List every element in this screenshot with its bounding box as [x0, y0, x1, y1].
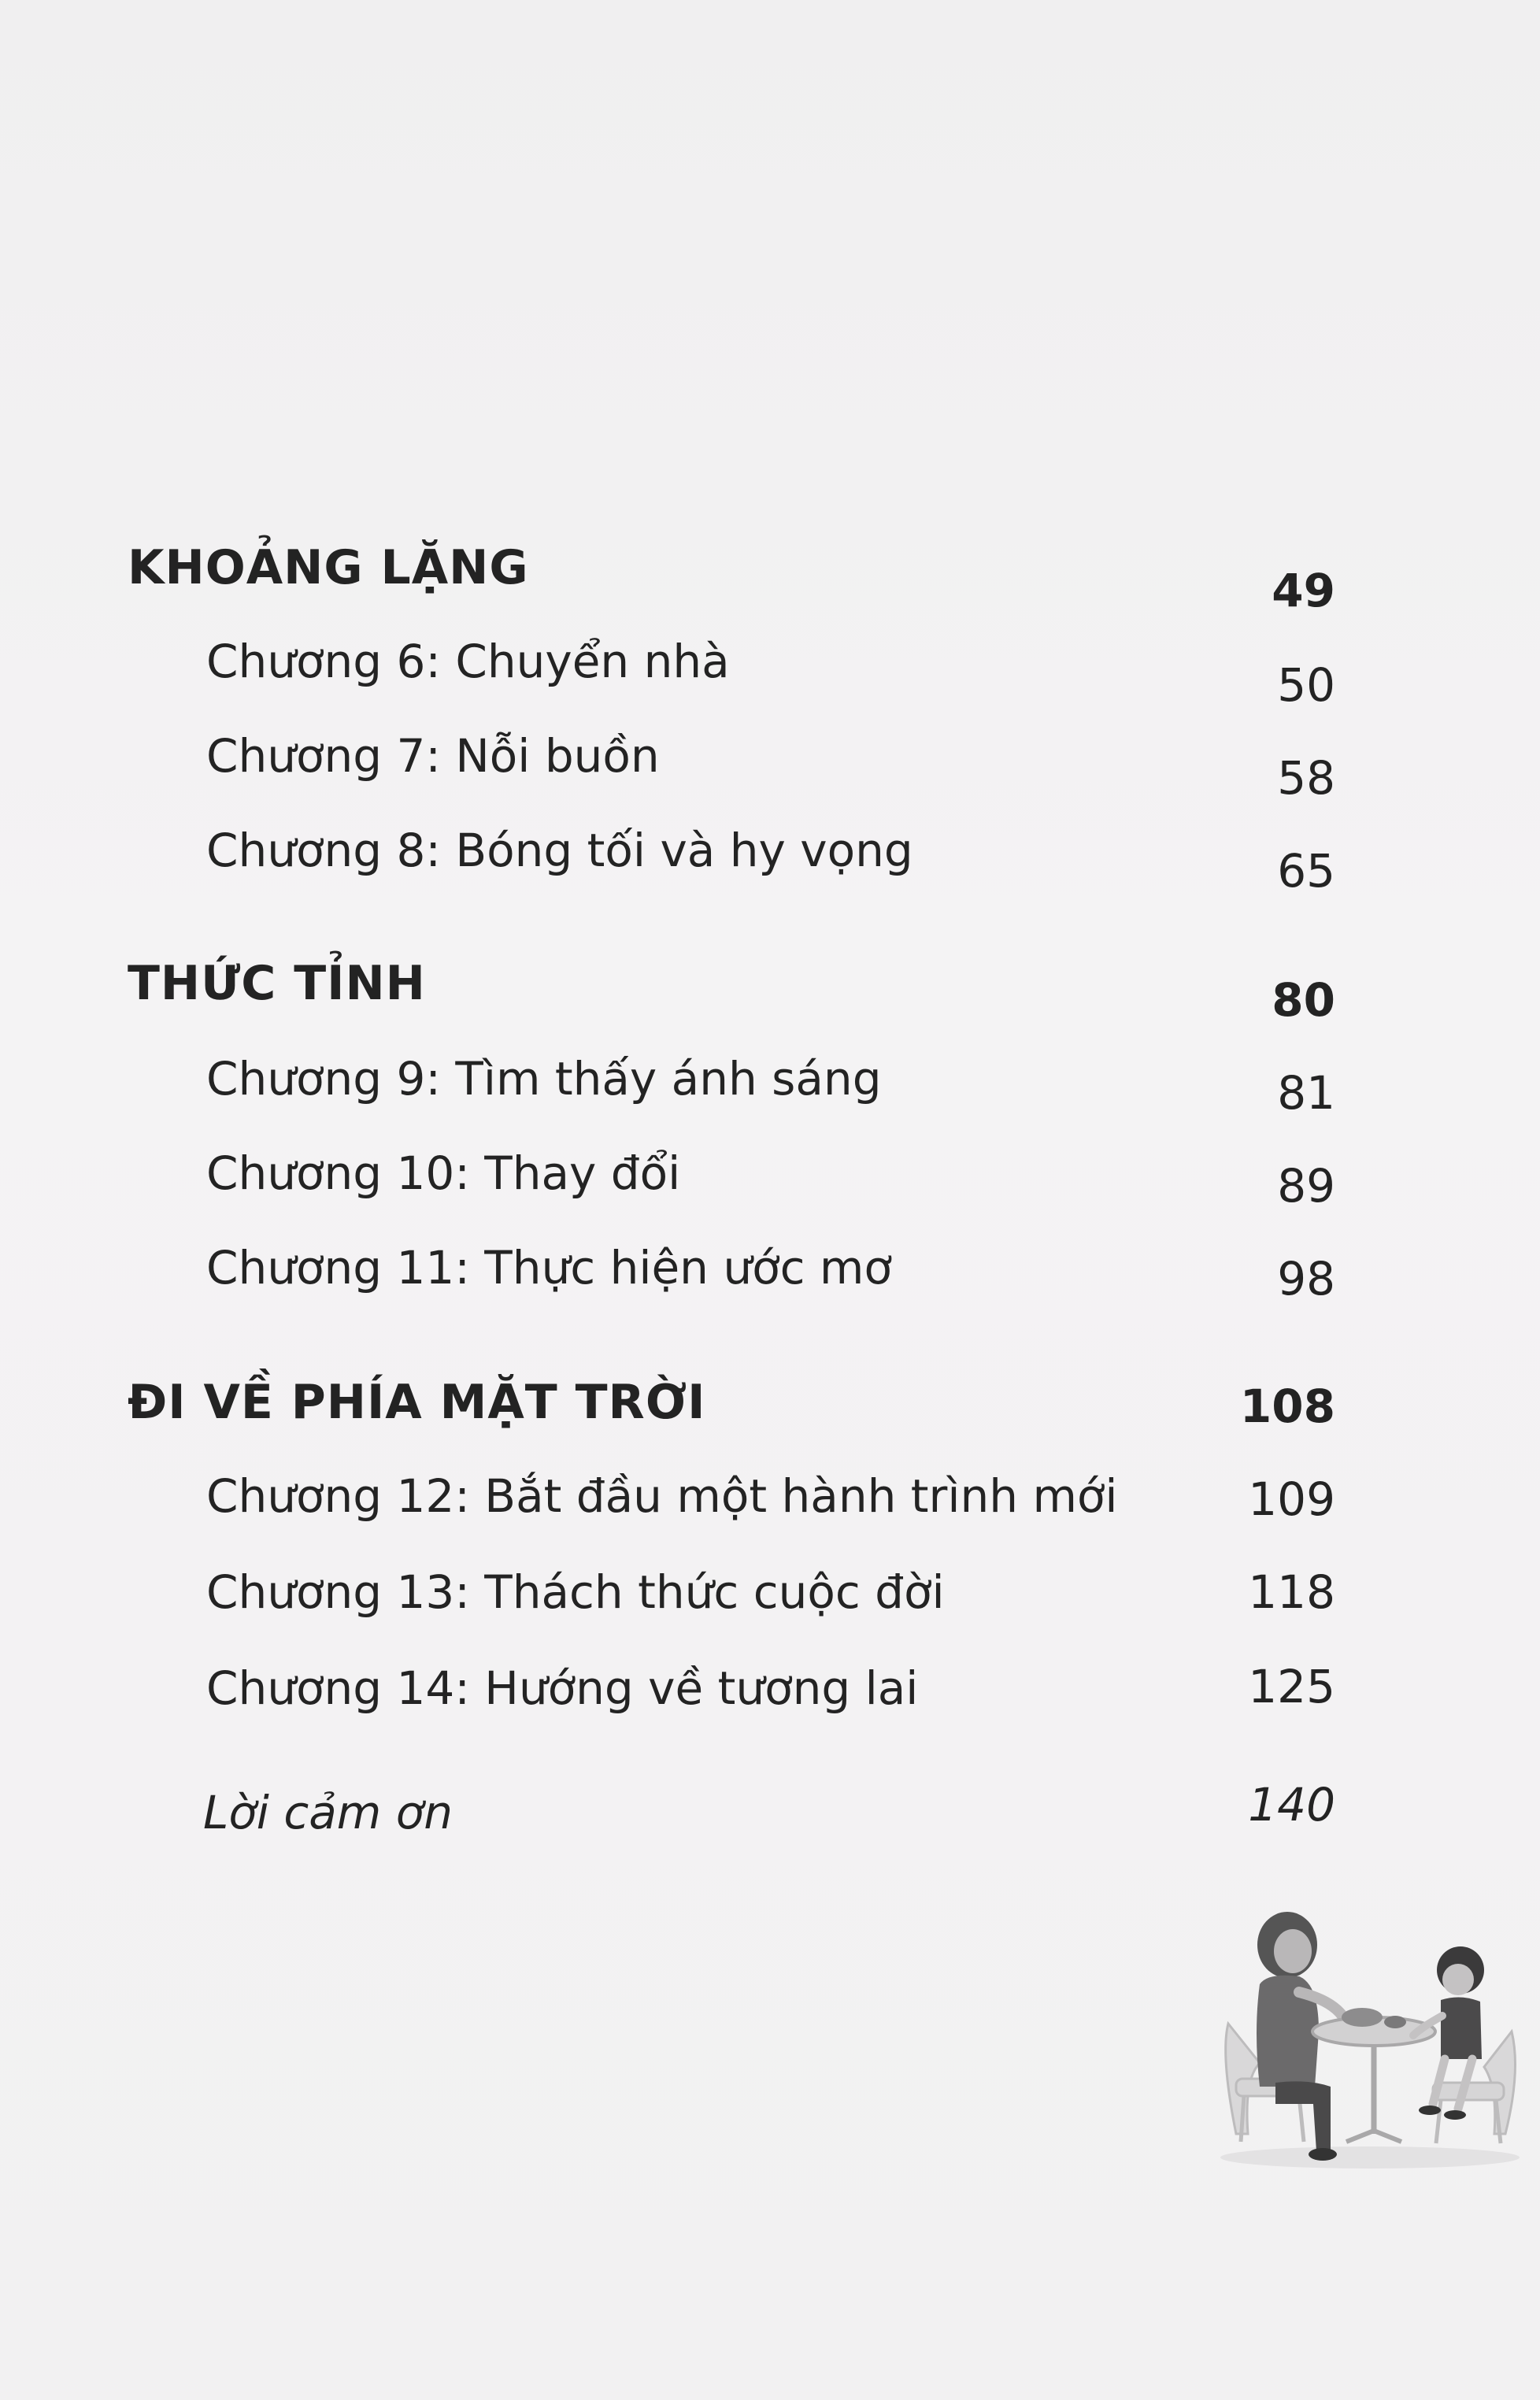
chapter-page-number: 89 [1277, 1159, 1335, 1213]
part-title: KHOẢNG LẶNG [128, 540, 529, 595]
part-title: ĐI VỀ PHÍA MẶT TRỜI [128, 1375, 706, 1430]
acknowledgements-title: Lời cảm ơn [203, 1786, 453, 1839]
acknowledgements-page-number: 140 [1248, 1778, 1335, 1831]
chapter-title: Chương 13: Thách thức cuộc đời [206, 1565, 945, 1619]
chapter-page-number: 81 [1277, 1066, 1335, 1120]
chapter-title: Chương 10: Thay đổi [206, 1146, 681, 1200]
chapter-page-number: 98 [1277, 1252, 1335, 1306]
chapter-title: Chương 8: Bóng tối và hy vọng [206, 824, 913, 877]
chapter-page-number: 125 [1248, 1660, 1335, 1713]
part-page-number: 80 [1272, 973, 1335, 1027]
chapter-page-number: 65 [1277, 844, 1335, 898]
chapter-title: Chương 7: Nỗi buồn [206, 729, 660, 783]
chapter-page-number: 118 [1248, 1565, 1335, 1619]
chapter-title: Chương 14: Hướng về tương lai [206, 1661, 919, 1715]
chapter-title: Chương 12: Bắt đầu một hành trình mới [206, 1469, 1118, 1523]
part-title: THỨC TỈNH [128, 956, 426, 1011]
part-page-number: 108 [1239, 1380, 1335, 1433]
chapter-page-number: 50 [1277, 658, 1335, 712]
chapter-page-number: 109 [1248, 1472, 1335, 1526]
chapter-title: Chương 11: Thực hiện ước mơ [206, 1241, 892, 1294]
chapter-title: Chương 6: Chuyển nhà [206, 635, 730, 688]
chapter-title: Chương 9: Tìm thấy ánh sáng [206, 1052, 882, 1106]
chapter-page-number: 58 [1277, 751, 1335, 805]
part-page-number: 49 [1272, 564, 1335, 617]
woman-and-child-at-table-illustration [1212, 1898, 1527, 2197]
